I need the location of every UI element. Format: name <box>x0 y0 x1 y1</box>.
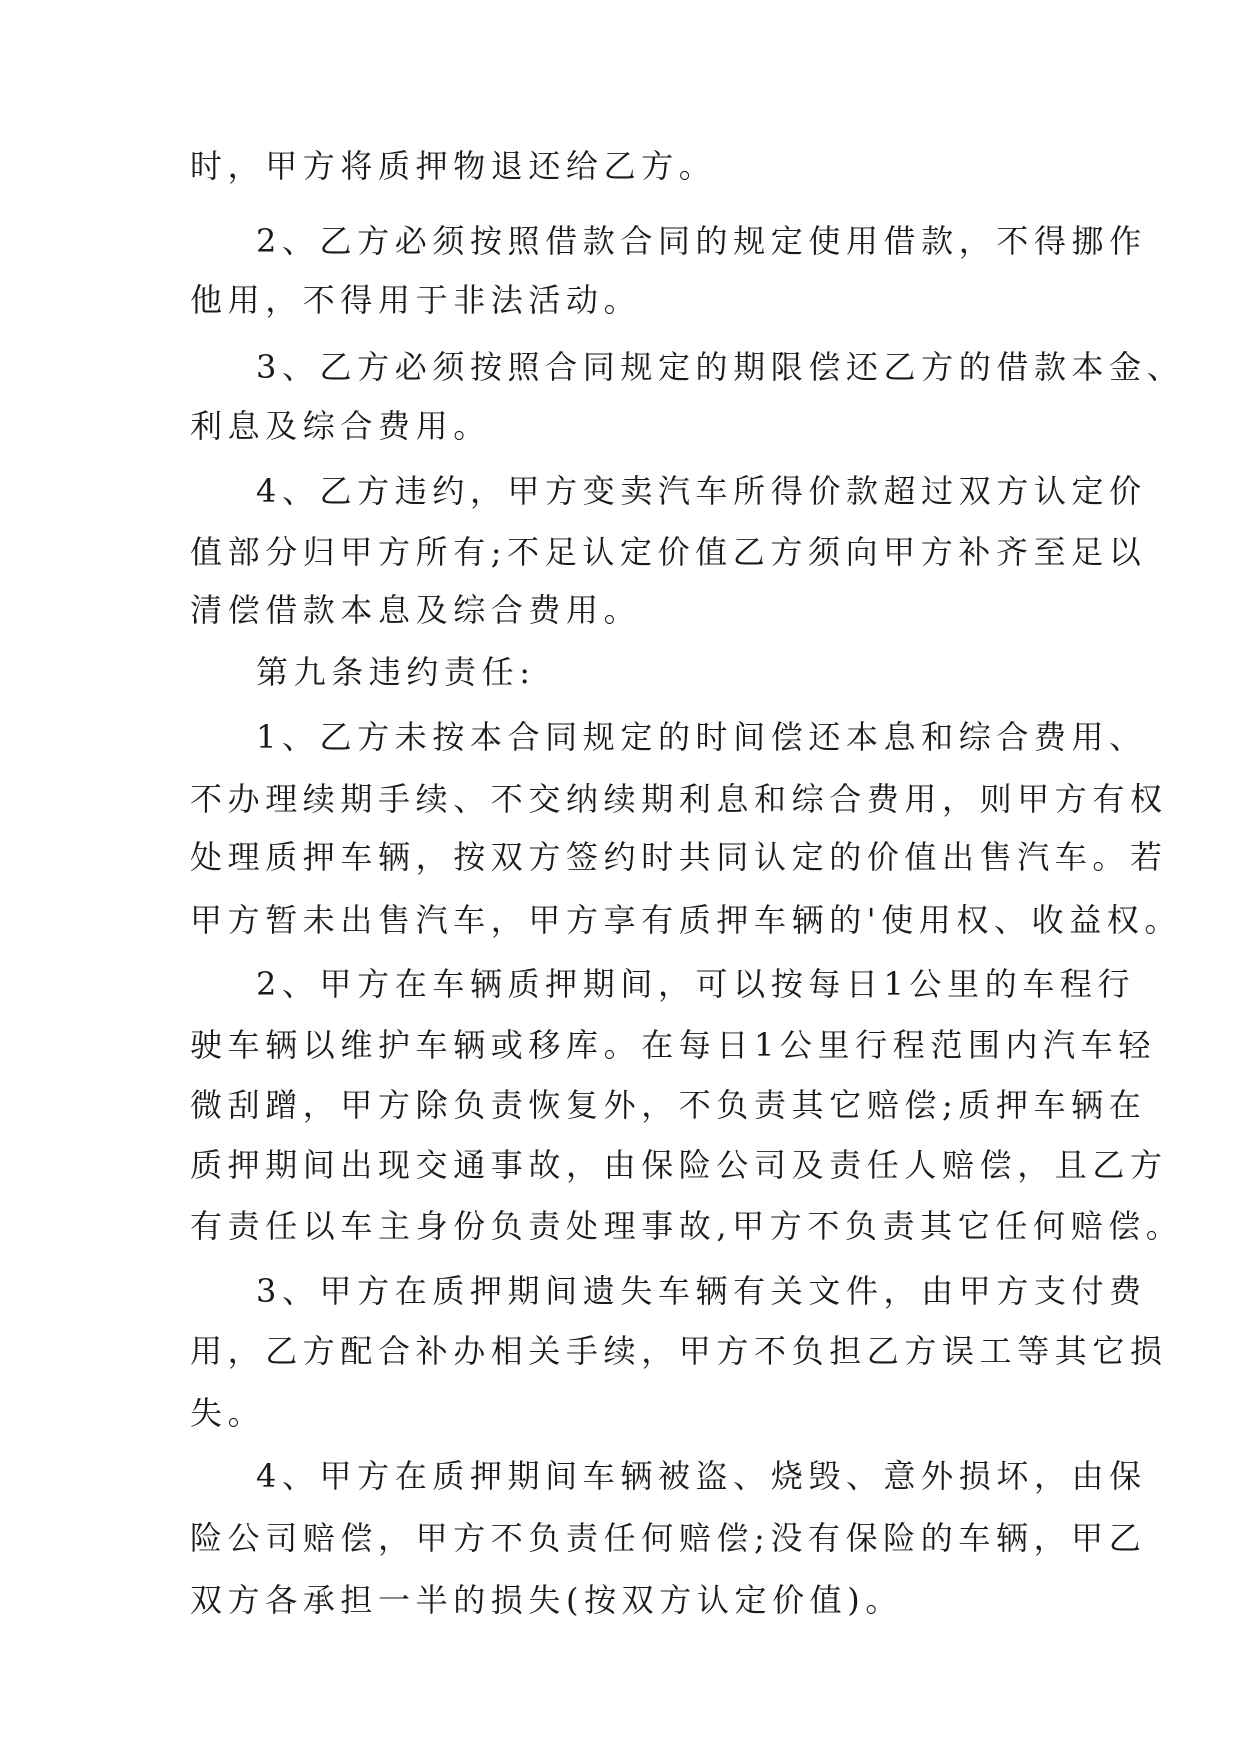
text-line: 3、甲方在质押期间遗失车辆有关文件，由甲方支付费 <box>256 1272 1147 1310</box>
text-line: 4、甲方在质押期间车辆被盗、烧毁、意外损坏，由保 <box>256 1457 1147 1495</box>
text-line: 不办理续期手续、不交纳续期利息和综合费用，则甲方有权 <box>190 780 1168 818</box>
text-line: 微刮蹭，甲方除负责恢复外，不负责其它赔偿;质押车辆在 <box>190 1086 1147 1124</box>
text-line: 有责任以车主身份负责处理事故,甲方不负责其它任何赔偿。 <box>190 1207 1184 1245</box>
text-line: 2、乙方必须按照借款合同的规定使用借款，不得挪作 <box>256 222 1147 260</box>
text-line: 他用，不得用于非法活动。 <box>190 281 642 319</box>
text-line: 值部分归甲方所有;不足认定价值乙方须向甲方补齐至足以 <box>190 533 1147 571</box>
text-line: 险公司赔偿，甲方不负责任何赔偿;没有保险的车辆，甲乙 <box>190 1519 1147 1557</box>
text-line: 双方各承担一半的损失(按双方认定价值)。 <box>190 1581 903 1619</box>
text-line: 处理质押车辆，按双方签约时共同认定的价值出售汽车。若 <box>190 838 1168 876</box>
text-line: 时，甲方将质押物退还给乙方。 <box>190 147 717 185</box>
text-line: 甲方暂未出售汽车，甲方享有质押车辆的'使用权、收益权。 <box>190 901 1182 939</box>
text-line: 驶车辆以维护车辆或移库。在每日1公里行程范围内汽车轻 <box>190 1026 1156 1064</box>
text-line: 4、乙方违约，甲方变卖汽车所得价款超过双方认定价 <box>256 472 1147 510</box>
text-line: 1、乙方未按本合同规定的时间偿还本息和综合费用、 <box>256 718 1147 756</box>
text-line: 用，乙方配合补办相关手续，甲方不负担乙方误工等其它损 <box>190 1332 1168 1370</box>
text-line: 质押期间出现交通事故，由保险公司及责任人赔偿，且乙方 <box>190 1146 1168 1184</box>
section-heading: 第九条违约责任: <box>256 653 536 691</box>
text-line: 清偿借款本息及综合费用。 <box>190 591 642 629</box>
text-line: 利息及综合费用。 <box>190 407 491 445</box>
text-line: 3、乙方必须按照合同规定的期限偿还乙方的借款本金、 <box>256 348 1185 386</box>
text-line: 2、甲方在车辆质押期间，可以按每日1公里的车程行 <box>256 965 1136 1003</box>
text-line: 失。 <box>190 1394 266 1432</box>
